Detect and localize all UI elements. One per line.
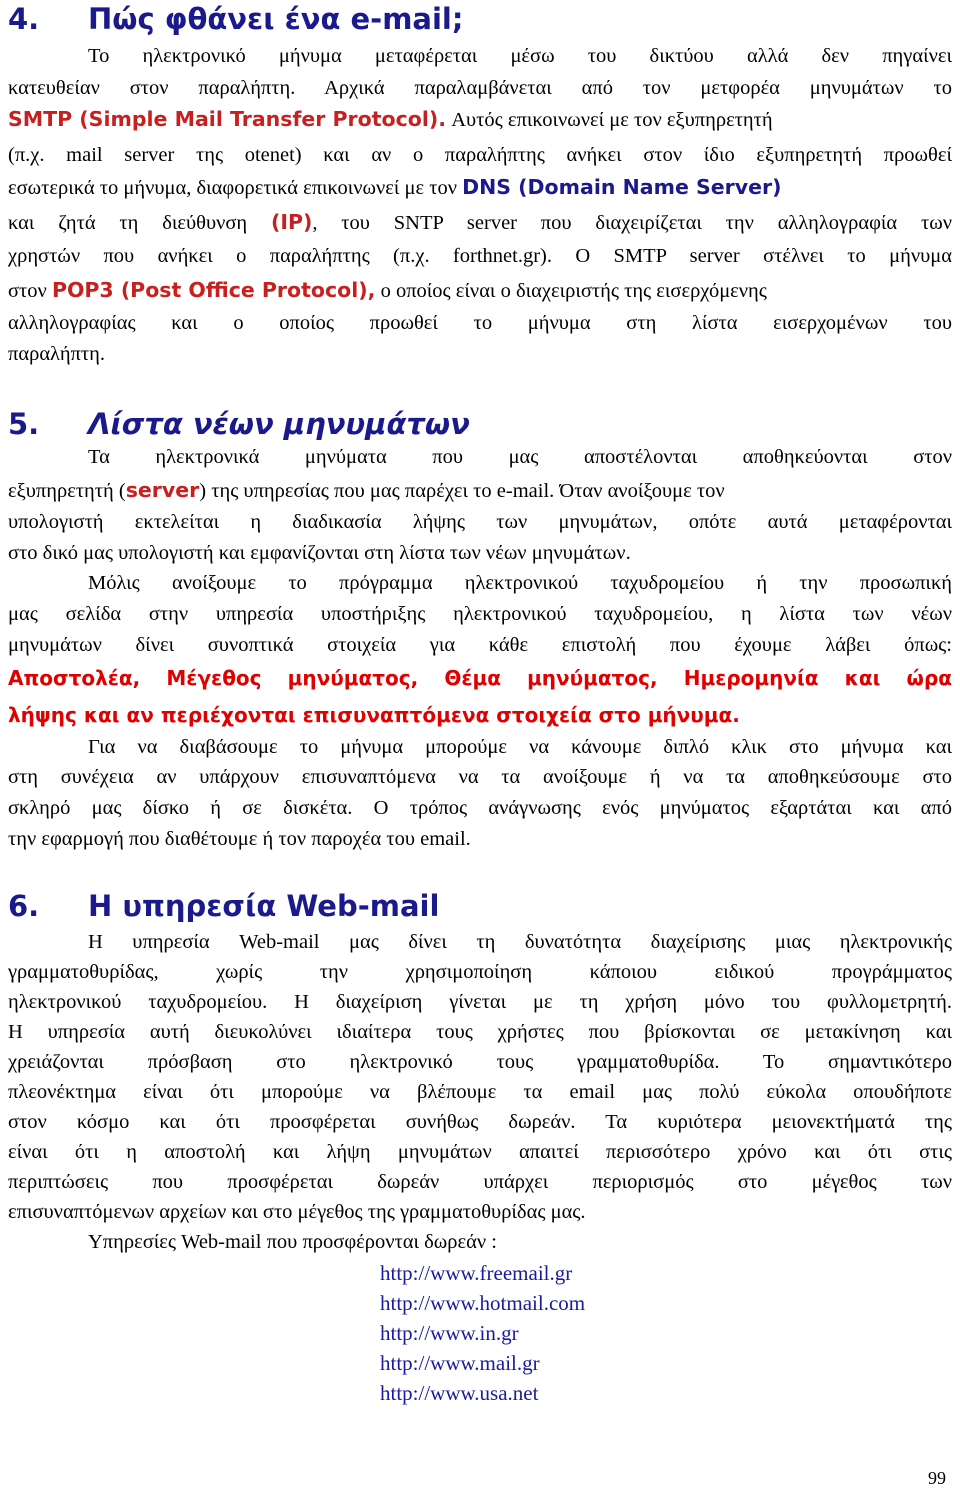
paragraph-line: στη συνέχεια αν υπάρχουν επισυναπτόμενα να τα ανοίξουμε ή να τα αποθηκεύσουμε στο <box>8 766 952 788</box>
paragraph-line: Μόλις ανοίξουμε το πρόγραμμα ηλεκτρονικού ταχυδρομείου ή την προσωπική <box>88 572 952 594</box>
paragraph-line: την εφαρμογή που διαθέτουμε ή τον παροχέα του email. <box>8 828 471 850</box>
paragraph-line: αλληλογραφίας και ο οποίος προωθεί το μήνυμα στη λίστα εισερχομένων του <box>8 312 952 334</box>
paragraph-line: στον POP3 (Post Office Protocol), ο οποίος είναι ο διαχειριστής της εισερχόμενης <box>8 278 767 302</box>
paragraph-line: μηνυμάτων δίνει συνοπτικά στοιχεία για κάθε επιστολή που έχουμε λάβει όπως: <box>8 634 952 656</box>
paragraph-line: περιπτώσεις που προσφέρεται δωρεάν υπάρχει περιορισμός στο μέγεθος των <box>8 1171 952 1193</box>
highlight-term: λήψης και αν περιέχονται επισυναπτόμενα στοιχεία στο μήνυμα. <box>8 703 740 727</box>
paragraph-line: εξυπηρετητή (server) της υπηρεσίας που μας παρέχει το e-mail. Όταν ανοίξουμε τον <box>8 478 725 502</box>
highlight-term: SMTP (Simple Mail Transfer Protocol). <box>8 107 447 131</box>
paragraph-line: εσωτερικά το μήνυμα, διαφορετικά επικοινωνεί με τον DNS (Domain Name Server) <box>8 175 782 199</box>
section-title: Πώς φθάνει ένα e-mail; <box>88 2 464 36</box>
section-6-heading <box>8 889 440 923</box>
highlight-term: POP3 (Post Office Protocol), <box>51 278 376 302</box>
paragraph-line: υπολογιστή εκτελείται η διαδικασία λήψης των μηνυμάτων, οπότε αυτά μεταφέρονται <box>8 511 952 533</box>
page-number: 99 <box>928 1468 946 1488</box>
section-number: 5. <box>8 407 40 441</box>
link-hotmail[interactable]: http://www.hotmail.com <box>380 1291 586 1315</box>
paragraph-line: στον κόσμο και ότι προσφέρεται συνήθως δωρεάν. Τα κυριότερα μειονεκτήματά της <box>8 1111 952 1133</box>
paragraph-line: Τα ηλεκτρονικά μηνύματα που μας αποστέλονται αποθηκεύονται στον <box>88 446 952 468</box>
paragraph-line: (π.χ. mail server της otenet) και αν ο παραλήπτης ανήκει στον ίδιο εξυπηρετητή προωθεί <box>8 144 952 166</box>
highlight-term: (IP) <box>270 210 313 234</box>
highlight-term: Αποστολέα, Μέγεθος μηνύματος, Θέμα μηνύματος, Ημερομηνία και ώρα <box>8 666 952 690</box>
section-4-heading <box>8 2 464 36</box>
paragraph-line: παραλήπτη. <box>8 343 105 365</box>
link-in[interactable]: http://www.in.gr <box>380 1321 519 1345</box>
paragraph-line <box>8 705 952 727</box>
paragraph-line: σκληρό μας δίσκο ή σε δισκέτα. Ο τρόπος ανάγνωσης ενός μηνύματος εξαρτάται και από <box>8 797 952 819</box>
paragraph-line: γραμματοθυρίδας, χωρίς την χρησιμοποίηση κάποιου ειδικού προγράμματος <box>8 961 952 983</box>
link-freemail[interactable]: http://www.freemail.gr <box>380 1261 573 1285</box>
paragraph-line: SMTP (Simple Mail Transfer Protocol). Αυτός επικοινωνεί με τον εξυπηρετητή <box>8 107 773 131</box>
paragraph-line: ηλεκτρονικού ταχυδρομείου. Η διαχείριση γίνεται με τη χρήση μόνο του φυλλομετρητή. <box>8 991 952 1013</box>
paragraph-line: Η υπηρεσία Web-mail μας δίνει τη δυνατότητα διαχείρισης μιας ηλεκτρονικής <box>88 931 952 953</box>
paragraph-line: χρειάζονται πρόσβαση στο ηλεκτρονικό τους γραμματοθυρίδα. Το σημαντικότερο <box>8 1051 952 1073</box>
paragraph-line: μας σελίδα στην υπηρεσία υποστήριξης ηλεκτρονικού ταχυδρομείου, η λίστα των νέων <box>8 603 952 625</box>
section-number: 6. <box>8 889 40 923</box>
section-title: Η υπηρεσία Web-mail <box>88 889 440 923</box>
highlight-term: DNS (Domain Name Server) <box>462 175 782 199</box>
paragraph-line: στο δικό μας υπολογιστή και εμφανίζονται στη λίστα των νέων μηνυμάτων. <box>8 542 631 564</box>
paragraph-line: επισυναπτόμενων αρχείων και στο μέγεθος της γραμματοθυρίδας μας. <box>8 1201 586 1223</box>
link-usa[interactable]: http://www.usa.net <box>380 1381 539 1405</box>
section-title: Λίστα νέων μηνυμάτων <box>88 407 470 441</box>
paragraph-line: χρηστών που ανήκει ο παραλήπτης (π.χ. forthnet.gr). Ο SMTP server στέλνει το μήνυμα <box>8 245 952 267</box>
highlight-term: server <box>125 478 200 502</box>
paragraph-line: Υπηρεσίες Web-mail που προσφέρονται δωρεάν : <box>88 1231 497 1253</box>
paragraph-line: Η υπηρεσία αυτή διευκολύνει ιδιαίτερα τους χρήστες που βρίσκονται σε μετακίνηση και <box>8 1021 952 1043</box>
paragraph-line: είναι ότι η αποστολή και λήψη μηνυμάτων απαιτεί περισσότερο χρόνο και ότι στις <box>8 1141 952 1163</box>
paragraph-line: πλεονέκτημα είναι ότι μπορούμε να βλέπουμε τα email μας πολύ εύκολα οπουδήποτε <box>8 1081 952 1103</box>
paragraph-line <box>8 668 952 690</box>
paragraph-line: Το ηλεκτρονικό μήνυμα μεταφέρεται μέσω του δικτύου αλλά δεν πηγαίνει <box>88 45 952 67</box>
paragraph-line: και ζητά τη διεύθυνση (IP), του SNTP server που διαχειρίζεται την αλληλογραφία των <box>8 210 952 234</box>
section-5-heading <box>8 407 470 441</box>
paragraph-line: κατευθείαν στον παραλήπτη. Αρχικά παραλαμβάνεται από τον μετφορέα μηνυμάτων το <box>8 77 952 99</box>
section-number: 4. <box>8 2 40 36</box>
link-mail[interactable]: http://www.mail.gr <box>380 1351 540 1375</box>
paragraph-line: Για να διαβάσουμε το μήνυμα μπορούμε να κάνουμε διπλό κλικ στο μήνυμα και <box>88 736 952 758</box>
